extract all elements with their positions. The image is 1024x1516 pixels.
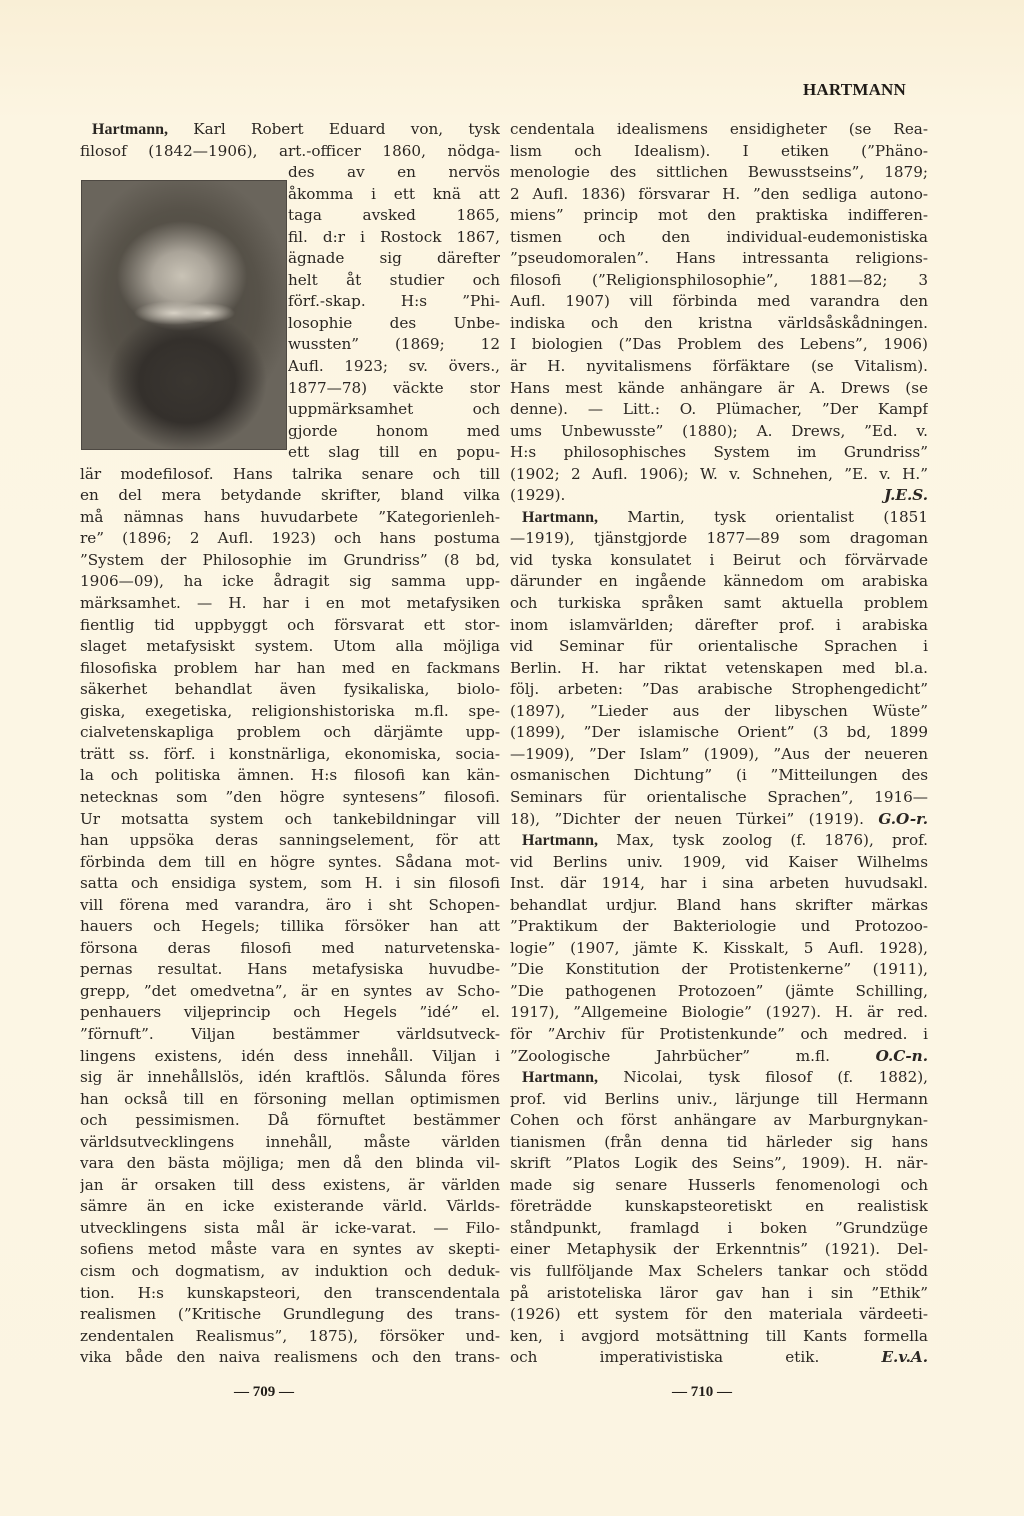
text-line: 1877—78) väckte stor	[288, 378, 500, 397]
text-line: (1897), ”Lieder aus der libyschen Wüste”	[510, 701, 928, 720]
text-line: hauers och Hegels; tillika försöker han att	[80, 917, 500, 936]
text-line: sämre än en icke existerande värld. Världs-	[80, 1197, 500, 1216]
text-line: och turkiska språken samt aktuella problem	[510, 594, 928, 613]
text-line: wussten” (1869; 12	[288, 335, 500, 354]
author-signature: O.C-n.	[875, 1046, 928, 1065]
text-line: ”förnuft”. Viljan bestämmer världsutveck-	[80, 1024, 500, 1043]
entry-heading-max: Hartmann, Max, tysk zoolog (f. 1876), prof.	[522, 831, 928, 850]
text-line: —1919), tjänstgjorde 1877—89 som dragoman	[510, 529, 928, 548]
text-line: företrädde kunskapsteoretiskt en realistisk	[510, 1197, 928, 1216]
text-line: sig är innehållslös, idén kraftlös. Sålunda föres	[80, 1068, 500, 1087]
text-line: inom islamvärlden; därefter prof. i arabiska	[510, 615, 928, 634]
headword: Hartmann,	[522, 508, 598, 526]
text-line: och pessimismen. Då förnuftet bestämmer	[80, 1111, 500, 1130]
text-line: skrift ”Platos Logik des Seins”, 1909). H. när-	[510, 1154, 928, 1173]
text-line: åkomma i ett knä att	[288, 184, 500, 203]
entry-heading-martin: Hartmann, Martin, tysk orientalist (1851	[522, 507, 928, 526]
text-line: losophie des Unbe-	[288, 313, 500, 332]
headword: Hartmann,	[522, 1069, 598, 1087]
running-head: HARTMANN	[803, 80, 906, 99]
text-line: Ur motsatta system och tankebildningar vill	[80, 809, 500, 828]
text-line: följ. arbeten: ”Das arabische Strophengedicht”	[510, 680, 928, 699]
text-line: indiska och den kristna världsåskådningen.	[510, 313, 928, 332]
text-line: slaget metafysiskt system. Utom alla möjliga	[80, 637, 500, 656]
entry-end-eduard: (1929). J.E.S.	[510, 486, 928, 505]
text-line: ståndpunkt, framlagd i boken ”Grundzüge	[510, 1218, 928, 1237]
text-line: fientlig tid uppbyggt och försvarat ett stor-	[80, 615, 500, 634]
text-line: ägnade sig därefter	[288, 249, 500, 268]
text-line: är H. nyvitalismens förfäktare (se Vitalism).	[510, 357, 928, 376]
text-line: penhauers viljeprincip och Hegels ”idé” el.	[80, 1003, 500, 1022]
text-line: logie” (1907, jämte K. Kisskalt, 5 Aufl. 1928),	[510, 938, 928, 957]
text-line: 1906—09), ha icke ådragit sig samma upp-	[80, 572, 500, 591]
text-line: miens” princip mot den praktiska indifferen-	[510, 206, 928, 225]
text-line: jan är orsaken till dess existens, är världen	[80, 1175, 500, 1194]
text-line: han också till en försoning mellan optimismen	[80, 1089, 500, 1108]
text-line: ”pseudomoralen”. Hans intressanta religions-	[510, 249, 928, 268]
text-line: taga avsked 1865,	[288, 206, 500, 225]
text-line: ”Praktikum der Bakteriologie und Protozoo-	[510, 917, 928, 936]
text-line: 2 Aufl. 1836) försvarar H. ”den sedliga autono-	[510, 184, 928, 203]
text-line: zendentalen Realismus”, 1875), försöker und-	[80, 1326, 500, 1345]
text-line: han uppsöka deras sanningselement, för att	[80, 831, 500, 850]
author-signature: E.v.A.	[881, 1348, 928, 1367]
page-number-right: — 710 —	[672, 1384, 732, 1400]
text-line: må nämnas hans huvudarbete ”Kategorienleh-	[80, 507, 500, 526]
text-line: realismen (”Kritische Grundlegung des trans-	[80, 1305, 500, 1324]
text-line: (1926) ett system för den materiala värdeeti-	[510, 1305, 928, 1324]
text-line: gjorde honom med	[288, 421, 500, 440]
text-line: trätt ss. förf. i konstnärliga, ekonomiska, socia-	[80, 744, 500, 763]
text-line: vid tyska konsulatet i Beirut och förvärvade	[510, 550, 928, 569]
text-line: Berlin. H. har riktat vetenskapen med bl.a.	[510, 658, 928, 677]
text-line: tismen och den individual-eudemonistiska	[510, 227, 928, 246]
text-line: grepp, ”det omedvetna”, är en syntes av Scho-	[80, 981, 500, 1000]
text-line: en del mera betydande skrifter, bland vilka	[80, 486, 500, 505]
text-line: Inst. där 1914, har i sina arbeten huvudsakl.	[510, 874, 928, 893]
text-line: prof. vid Berlins univ., lärjunge till Hermann	[510, 1089, 928, 1108]
text-line: förf.-skap. H:s ”Phi-	[288, 292, 500, 311]
text-line: ”System der Philosophie im Grundriss” (8 bd,	[80, 550, 500, 569]
text-line: ”Die pathogenen Protozoen” (jämte Schilling,	[510, 981, 928, 1000]
text-line: vill förena med varandra, äro i sht Schopen-	[80, 895, 500, 914]
text-line: ums Unbewusste” (1880); A. Drews, ”Ed. v.	[510, 421, 928, 440]
text-line: ett slag till en popu-	[288, 443, 500, 462]
text-line: vis fullföljande Max Schelers tankar och stödd	[510, 1261, 928, 1280]
text-line: des av en nervös	[288, 163, 500, 182]
text-line: utvecklingens sista mål är icke-varat. — Filo-	[80, 1218, 500, 1237]
text-line: la och politiska ämnen. H:s filosofi kan kän-	[80, 766, 500, 785]
text-line: filosofiska problem har han med en fackmans	[80, 658, 500, 677]
text-line: tianismen (från denna tid härleder sig hans	[510, 1132, 928, 1151]
text-line: ken, i avgjord motsättning till Kants formella	[510, 1326, 928, 1345]
text-line: märksamhet. — H. har i en mot metafysiken	[80, 594, 500, 613]
text-line: cialvetenskapliga problem och därjämte upp-	[80, 723, 500, 742]
text-line: helt åt studier och	[288, 270, 500, 289]
text-line: för ”Archiv für Protistenkunde” och medred. i	[510, 1024, 928, 1043]
entry-end-nicolai: och imperativistiska etik. E.v.A.	[510, 1348, 928, 1367]
entry-heading-nicolai: Hartmann, Nicolai, tysk filosof (f. 1882),	[522, 1068, 928, 1087]
headword: Hartmann,	[522, 832, 598, 850]
text-line: behandlat urdjur. Bland hans skrifter märkas	[510, 895, 928, 914]
text-line: Aufl. 1923; sv. övers.,	[288, 357, 500, 376]
text-line: (1899), ”Der islamische Orient” (3 bd, 1899	[510, 723, 928, 742]
text-line: osmanischen Dichtung” (i ”Mitteilungen des	[510, 766, 928, 785]
entry-end-martin: 18), ”Dichter der neuen Türkei” (1919). G.O-r.	[510, 809, 928, 828]
text-line: pernas resultat. Hans metafysiska huvudbe-	[80, 960, 500, 979]
text-line: lingens existens, idén dess innehåll. Viljan i	[80, 1046, 500, 1065]
text-line: ”Die Konstitution der Protistenkerne” (1911),	[510, 960, 928, 979]
text-line: —1909), ”Der Islam” (1909), ”Aus der neueren	[510, 744, 928, 763]
author-signature: G.O-r.	[878, 809, 928, 828]
left-column	[80, 119, 500, 1369]
text-line: lär modefilosof. Hans talrika senare och till	[80, 464, 500, 483]
text-line: denne). — Litt.: O. Plümacher, ”Der Kampf	[510, 400, 928, 419]
text-line: förbinda dem till en högre syntes. Sådana mot-	[80, 852, 500, 871]
text-line: Cohen och först anhängare av Marburgnykan-	[510, 1111, 928, 1130]
text-line: netecknas som ”den högre syntesens” filosofi.	[80, 787, 500, 806]
text-line: sofiens metod måste vara en syntes av skepti-	[80, 1240, 500, 1259]
text-line: vid Seminar für orientalische Sprachen i	[510, 637, 928, 656]
text-line: lism och Idealism). I etiken (”Phäno-	[510, 141, 928, 160]
text-line: cendentala idealismens ensidigheter (se Rea-	[510, 120, 928, 138]
right-column	[510, 119, 928, 1369]
text-line: tion. H:s kunskapsteori, den transcendentala	[80, 1283, 500, 1302]
text-line: vika både den naiva realismens och den trans-	[80, 1348, 500, 1367]
text-line: filosofi (”Religionsphilosophie”, 1881—82; 3	[510, 270, 928, 289]
text-line: försona deras filosofi med naturvetenska-	[80, 938, 500, 957]
text-line: fil. d:r i Rostock 1867,	[288, 227, 500, 246]
text-line: giska, exegetiska, religionshistoriska m.fl. spe-	[80, 701, 500, 720]
text-line: vid Berlins univ. 1909, vid Kaiser Wilhelms	[510, 852, 928, 871]
text-line: därunder en ingående kännedom om arabiska	[510, 572, 928, 591]
text-line: I biologien (”Das Problem des Lebens”, 1906)	[510, 335, 928, 354]
text-line: uppmärksamhet och	[288, 400, 500, 419]
text-line: filosof (1842—1906), art.-officer 1860, nödga-	[80, 141, 500, 160]
page-number-left: — 709 —	[234, 1384, 294, 1400]
text-line: säkerhet behandlat även fysikaliska, biolo-	[80, 680, 500, 699]
entry-heading-eduard: Hartmann, Karl Robert Eduard von, tysk	[92, 120, 500, 138]
text-line: Aufl. 1907) vill förbinda med varandra den	[510, 292, 928, 311]
text-line: vara den bästa möjliga; men då den blinda vil-	[80, 1154, 500, 1173]
text-line: made sig senare Husserls fenomenologi och	[510, 1175, 928, 1194]
text-line: cism och dogmatism, av induktion och deduk-	[80, 1261, 500, 1280]
headword: Hartmann,	[92, 121, 168, 138]
text-line: Seminars für orientalische Sprachen”, 1916—	[510, 787, 928, 806]
text-line: Hans mest kände anhängare är A. Drews (se	[510, 378, 928, 397]
text-line: världsutvecklingens innehåll, måste världen	[80, 1132, 500, 1151]
text-line: H:s philosophisches System im Grundriss”	[510, 443, 928, 462]
text-line: einer Metaphysik der Erkenntnis” (1921). Del-	[510, 1240, 928, 1259]
author-signature: J.E.S.	[884, 486, 928, 505]
text-line: (1902; 2 Aufl. 1906); W. v. Schnehen, ”E. v. H.”	[510, 464, 928, 483]
text-line: satta och ensidiga system, som H. i sin filosofi	[80, 874, 500, 893]
text-line: på aristoteliska läror gav han i sin ”Ethik”	[510, 1283, 928, 1302]
text-line: menologie des sittlichen Bewusstseins”, 1879;	[510, 163, 928, 182]
entry-end-max: ”Zoologische Jahrbücher” m.fl. O.C-n.	[510, 1046, 928, 1065]
text-line: 1917), ”Allgemeine Biologie” (1927). H. är red.	[510, 1003, 928, 1022]
text-line: re” (1896; 2 Aufl. 1923) och hans postuma	[80, 529, 500, 548]
